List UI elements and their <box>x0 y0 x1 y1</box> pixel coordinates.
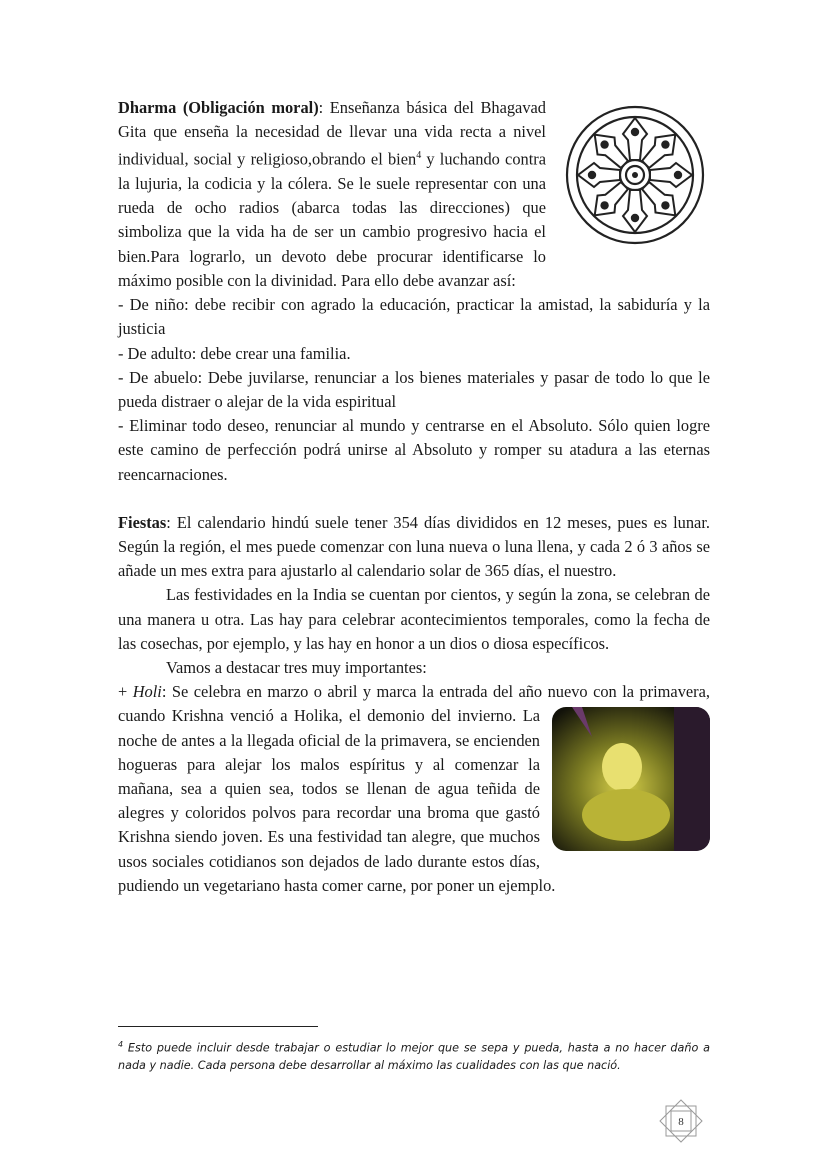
holi-remaining-text: La noche de antes a la llegada oficial de la primavera, se encienden hogueras para alejar los malos espíritus y al comenzar la mañana, sea a quien sea, todos se llenan de agua teñida de alegres y coloridos polvos para recordar una broma que gastó Krishna siendo joven. Es una festividad tan alegre, que muchos usos sociales cotidianos son dejados de lado durante estos días, pudiendo un vegetariano hasta comer carne, por poner un ejemplo. <box>118 706 556 895</box>
fiestas-intro: : El calendario hindú suele tener 354 días divididos en 12 meses, pues es lunar. Según la región, el mes puede comenzar con luna nueva o luna llena, y cada 2 ó 3 años se añade un mes extra para ajustarlo al calendario solar de 365 días, el nuestro. <box>118 512 710 581</box>
dharma-term: Dharma (Obligación moral) <box>118 98 319 117</box>
dharma-intro-a: : Enseñanza básica del Bhagavad Gita que enseña la necesidad de llevar una vida recta a nivel individual, social y religioso,obrando el bien <box>118 98 546 169</box>
footnote-reference[interactable]: 4 <box>416 150 422 162</box>
fiestas-highlight: Vamos a destacar tres muy importantes: <box>166 657 427 677</box>
page-number: 8 <box>678 1116 684 1128</box>
holi-festival-image <box>552 707 710 851</box>
footnote <box>118 1036 710 1074</box>
dharma-stage-final: - Eliminar todo deseo, renunciar al mundo y centrarse en el Absoluto. Sólo quien logre este camino de perfección podrá unirse al Absoluto y romper su atadura a las eternas reencarnaciones. <box>118 416 710 484</box>
fiestas-paragraph <box>118 511 710 584</box>
dharma-intro-b: y luchando contra la lujuria, la codicia y la cólera. Se le suele representar con una rueda de ocho radios (abarca todas las direcciones) que simboliza que la vida ha de ser un cambio progresivo hacia el bien.Para lograrlo, un devoto debe procurar identificarse lo máximo posible con la divinidad. Para ello debe avanzar así: <box>118 149 546 290</box>
dharma-stage-adult: - De adulto: debe crear una familia. <box>118 343 351 363</box>
footnote-text: Esto puede incluir desde trabajar o estudiar lo mejor que se sepa y pueda, hasta a no hacer daño a nada y nadie. Cada persona debe desarrollar al máximo las cualidades con las que nació. <box>118 1041 710 1072</box>
dharma-wheel-icon <box>560 100 710 250</box>
holi-term: Holi <box>132 682 162 702</box>
holi-first-line: : Se celebra en marzo o abril y marca la entrada del año nuevo con la primavera, cuando Krishna venció a Holika, el demonio del invierno. <box>118 682 711 726</box>
footnote-divider <box>118 1026 318 1027</box>
page-body <box>118 96 710 898</box>
holi-bullet: + <box>118 682 133 702</box>
dharma-stage-child: - De niño: debe recibir con agrado la educación, practicar la amistad, la sabiduría y la justicia <box>118 295 710 339</box>
fiestas-festivities: Las festividades en la India se cuentan por cientos, y según la zona, se celebran de una manera u otra. Las hay para celebrar acontecimientos temporales, como la fecha de las cosechas, por ejemplo, y las hay en honor a un dios o diosa específicos. <box>118 585 710 653</box>
dharma-stage-elder: - De abuelo: Debe juvilarse, renunciar a los bienes materiales y pasar de todo lo que le pueda distraer o alejar de la vida espiritual <box>118 367 710 411</box>
fiestas-term: Fiestas <box>118 512 167 532</box>
holi-paragraph <box>118 680 710 898</box>
footnote-number: 4 <box>118 1040 124 1049</box>
section-gap <box>118 487 710 511</box>
page-number-badge <box>658 1098 704 1144</box>
